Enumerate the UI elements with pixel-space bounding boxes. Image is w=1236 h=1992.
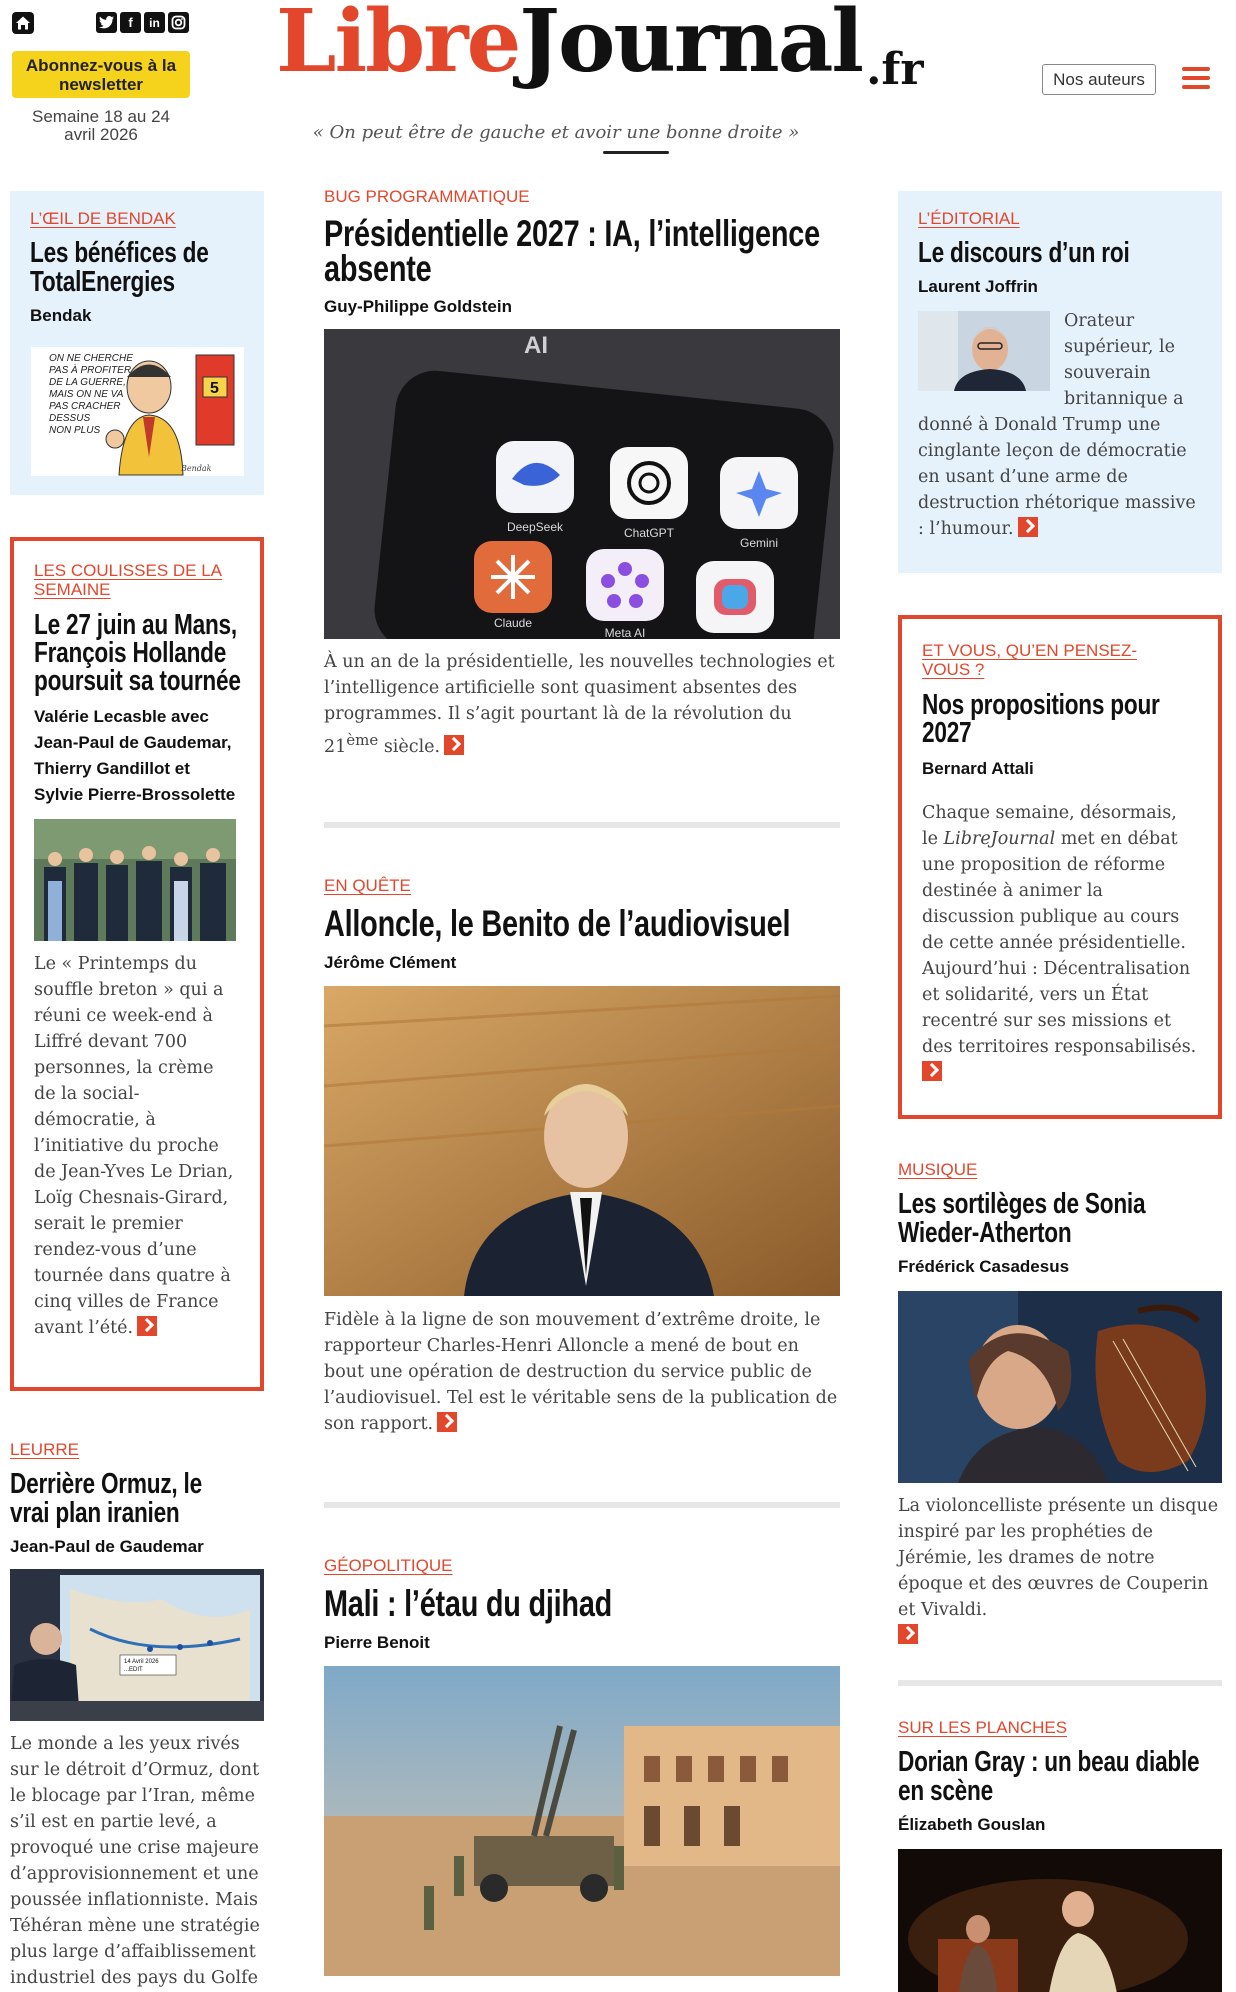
menu-icon[interactable] xyxy=(1182,67,1210,89)
article-photo[interactable] xyxy=(898,1849,1222,1992)
week-range xyxy=(12,108,190,144)
cartoon-image[interactable] xyxy=(31,347,244,476)
article-title[interactable]: Le 27 juin au Mans, François Hollande poursuit sa tournée xyxy=(34,609,241,697)
article-title[interactable]: Le discours d’un roi xyxy=(918,237,1130,269)
card-bendak[interactable] xyxy=(10,191,264,495)
tagline-divider xyxy=(603,151,669,154)
card-propositions[interactable] xyxy=(898,615,1222,1119)
svg-text:14 Avril 2026: 14 Avril 2026 xyxy=(124,1659,159,1665)
article-photo[interactable] xyxy=(324,986,840,1296)
article-title[interactable]: Nos propositions pour 2027 xyxy=(922,689,1160,749)
article-ia[interactable] xyxy=(324,187,840,760)
app-label: Gemini xyxy=(739,536,779,550)
site-logo[interactable] xyxy=(276,0,924,95)
svg-text:ON NE CHERCHEPAS À PROFITER: ON NE CHERCHE PAS À PROFITER DE LA GUERRE, MAIS ON NE VA PAS CRACHER DESSUS NON PLUS xyxy=(49,353,133,436)
read-more-icon[interactable] xyxy=(898,1624,918,1644)
article-author[interactable]: Bendak xyxy=(30,306,92,325)
read-more-icon[interactable] xyxy=(137,1316,157,1336)
ai-label: AI xyxy=(524,332,548,359)
newsletter-button[interactable]: Abonnez-vous à la newsletter xyxy=(12,51,190,98)
article-separator xyxy=(324,822,840,828)
logo-libre: Libre xyxy=(276,0,520,92)
article-author[interactable]: Frédérick Casadesus xyxy=(898,1257,1070,1276)
logo-tld: .fr xyxy=(866,44,924,95)
card-planches[interactable] xyxy=(898,1718,1222,1992)
app-label: Meta AI xyxy=(604,626,646,639)
card-leurre[interactable] xyxy=(10,1440,264,1992)
category-label[interactable]: MUSIQUE xyxy=(898,1160,978,1179)
article-mali[interactable] xyxy=(324,1556,840,1976)
article-author[interactable]: Bernard Attali xyxy=(922,759,1034,778)
article-title[interactable]: Mali : l’étau du djihad xyxy=(324,1583,613,1624)
category-label[interactable]: LES COULISSES DE LA SEMAINE xyxy=(34,561,223,599)
site-tagline: « On peut être de gauche et avoir une bonne droite » xyxy=(312,122,800,143)
read-more-icon[interactable] xyxy=(1018,517,1038,537)
home-icon[interactable] xyxy=(12,12,34,34)
article-author[interactable]: Élizabeth Gouslan xyxy=(898,1815,1046,1834)
article-summary: À un an de la présidentielle, les nouvelles technologies et l’intelligence artificielle sont quasiment absentes des programmes. Il s’agit pourtant là de la révolution du 21ème siècle. xyxy=(324,652,835,757)
article-photo[interactable] xyxy=(324,1666,840,1976)
article-author[interactable]: Guy-Philippe Goldstein xyxy=(324,297,512,316)
svg-text:Bendak: Bendak xyxy=(181,464,212,473)
article-title[interactable]: Alloncle, le Benito de l’audiovisuel xyxy=(324,903,791,944)
card-coulisses[interactable] xyxy=(10,537,264,1391)
category-label[interactable]: GÉOPOLITIQUE xyxy=(324,1556,453,1575)
article-author[interactable]: Jérôme Clément xyxy=(324,953,457,972)
app-label: DeepSeek xyxy=(506,520,564,534)
article-summary: Fidèle à la ligne de son mouvement d’extrême droite, le rapporteur Charles-Henri Alloncle a mené de bout en bout une opération de destruction du service public de l’audiovisuel. Tel est le véritable sens de la publication de son rapport. xyxy=(324,1310,838,1434)
category-label[interactable]: LEURRE xyxy=(10,1440,79,1459)
author-photo[interactable] xyxy=(918,311,1050,391)
article-author[interactable]: Pierre Benoit xyxy=(324,1633,430,1652)
article-separator xyxy=(324,1502,840,1508)
article-summary: Chaque semaine, désormais, le LibreJournal met en débat une proposition de réforme destinée à animer la discussion publique au cours de cette année présidentielle. Aujourd’hui : Décentralisation et solidarité, vers un État recentré sur ses missions et des territoires responsabilisés. xyxy=(922,800,1198,1086)
category-label[interactable]: SUR LES PLANCHES xyxy=(898,1718,1068,1737)
article-title[interactable]: Les sortilèges de Sonia Wieder-Atherton xyxy=(898,1188,1146,1249)
app-label: Claude xyxy=(493,616,533,630)
article-summary: Le monde a les yeux rivés sur le détroit d’Ormuz, dont le blocage par l’Iran, même s’il est en partie levé, a provoqué une crise majeure d’approvisionnement et une poussée inflationniste. Mais Téhéran mène une stratégie plus large d’affaiblissement industriel des pays du Golfe xyxy=(10,1734,260,1988)
category-label[interactable]: ET VOUS, QU’EN PENSEZ-VOUS ? xyxy=(922,641,1138,679)
article-summary: La violoncelliste présente un disque inspiré par les prophéties de Jérémie, les drames de notre époque et des œuvres de Couperin et Vivaldi. xyxy=(898,1493,1222,1649)
category-label[interactable]: EN QUÊTE xyxy=(324,876,411,895)
authors-button[interactable]: Nos auteurs xyxy=(1042,64,1156,95)
article-alloncle[interactable] xyxy=(324,876,840,1437)
article-title[interactable]: Dorian Gray : un beau diable en scène xyxy=(898,1746,1200,1807)
read-more-icon[interactable] xyxy=(922,1061,942,1081)
article-title[interactable]: Les bénéfices de TotalEnergies xyxy=(30,237,209,298)
article-separator xyxy=(898,1680,1222,1686)
app-label: ChatGPT xyxy=(623,526,675,540)
week-line-2: avril 2026 xyxy=(64,125,138,144)
article-photo[interactable] xyxy=(898,1291,1222,1483)
site-header xyxy=(0,0,1236,170)
linkedin-icon[interactable]: in xyxy=(144,12,165,33)
card-musique[interactable] xyxy=(898,1160,1222,1649)
article-author[interactable]: Laurent Joffrin xyxy=(918,277,1038,296)
facebook-icon[interactable]: f xyxy=(120,12,141,33)
article-photo[interactable] xyxy=(34,819,236,941)
read-more-icon[interactable] xyxy=(437,1412,457,1432)
logo-journal: Journal xyxy=(519,0,863,92)
article-summary: Orateur supérieur, le souverain britannique a donné à Donald Trump une cinglante leçon de démocratie en usant d’une arme de destruction rhétorique massive : l’humour. xyxy=(918,311,1196,539)
week-line-1: Semaine 18 au 24 xyxy=(32,107,170,126)
instagram-icon[interactable] xyxy=(168,12,189,33)
read-more-icon[interactable] xyxy=(444,735,464,755)
article-title[interactable]: Présidentielle 2027 : IA, l’intelligence absente xyxy=(324,213,820,289)
svg-text:...EDIT: ...EDIT xyxy=(124,1667,143,1673)
category-label[interactable]: BUG PROGRAMMATIQUE xyxy=(324,187,530,206)
category-label[interactable]: L’ŒIL DE BENDAK xyxy=(30,209,176,228)
article-title[interactable]: Derrière Ormuz, le vrai plan iranien xyxy=(10,1468,202,1529)
article-photo[interactable] xyxy=(10,1569,264,1721)
category-label[interactable]: L’ÉDITORIAL xyxy=(918,209,1020,228)
svg-text:5: 5 xyxy=(210,380,219,397)
social-links xyxy=(96,12,189,33)
twitter-icon[interactable] xyxy=(96,12,117,33)
article-summary: Le « Printemps du souffle breton » qui a réuni ce week-end à Liffré devant 700 personnes, la crème de la social-démocratie, à l’initiative du proche de Jean-Yves Le Drian, Loïg Chesnais-Girard, serait le premier rendez-vous d’une tournée dans quatre à cinq villes de France avant l’été. xyxy=(34,954,234,1338)
article-author[interactable]: Jean-Paul de Gaudemar xyxy=(10,1537,204,1556)
article-author[interactable]: Valérie Lecasble avec Jean-Paul de Gaudemar, Thierry Gandillot et Sylvie Pierre-Brossolette xyxy=(34,707,236,804)
article-photo[interactable] xyxy=(324,329,840,639)
card-editorial[interactable] xyxy=(898,191,1222,573)
